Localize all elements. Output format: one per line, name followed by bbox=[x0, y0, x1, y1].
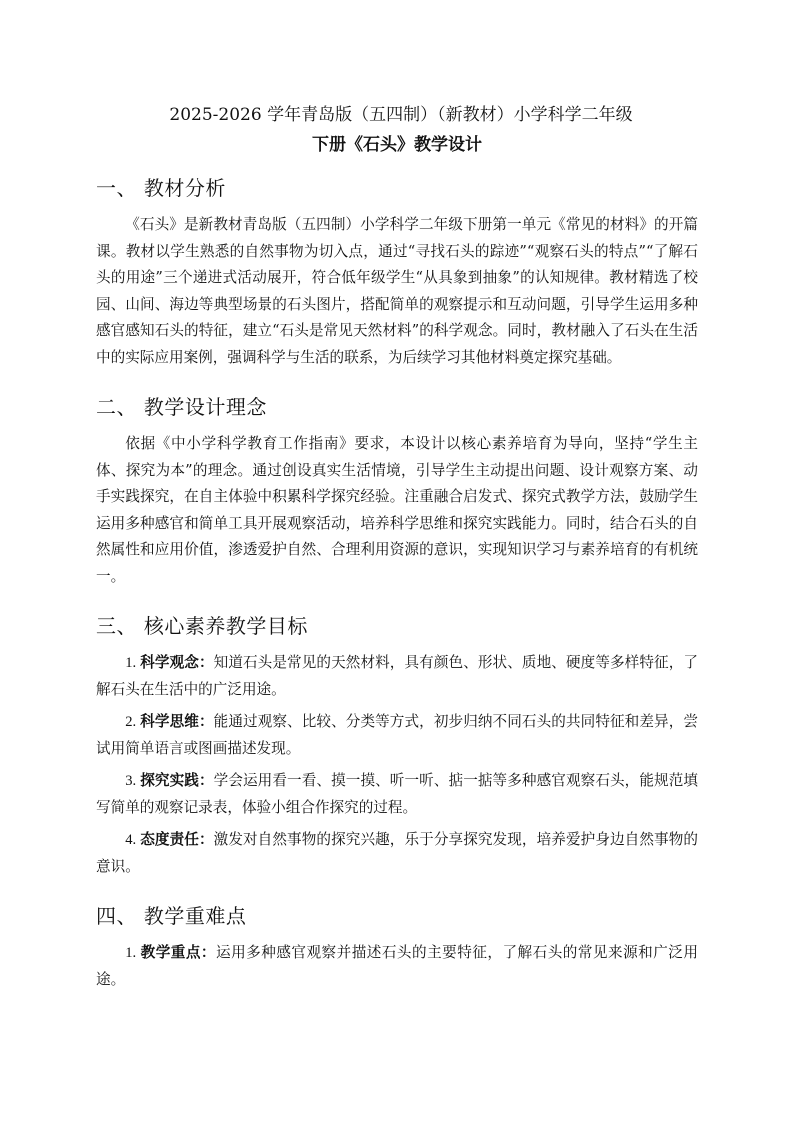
key-point-number: 1. bbox=[125, 945, 137, 961]
section-paragraph: 《石头》是新教材青岛版（五四制）小学科学二年级下册第一单元《常见的材料》的开篇课。教材以学生熟悉的自然事物为切入点，通过“寻找石头的踪迹”“观察石头的特点”“了解石头的用途”三个递进式活动展开，符合低年级学生“从具象到抽象”的认知规律。教材精选了校园、山间、海边等典型场景的石头图片，搭配简单的观察提示和互动问题，引导学生运用多种感官感知石头的特征，建立“石头是常见天然材料”的科学观念。同时，教材融入了石头在生活中的实际应用案例，强调科学与生活的联系，为后续学习其他材料奠定探究基础。 bbox=[96, 216, 698, 366]
goal-item bbox=[96, 827, 698, 880]
section-paragraph: 依据《中小学科学教育工作指南》要求，本设计以核心素养培育为导向，坚持“学生主体、探究为本”的理念。通过创设真实生活情境，引导学生主动提出问题、设计观察方案、动手实践探究，在自主体验中积累科学探究经验。注重融合启发式、探究式教学方法，鼓励学生运用多种感官和简单工具开展观察活动，培养科学思维和探究实践能力。同时，结合石头的自然属性和应用价值，渗透爱护自然、合理利用资源的意识，实现知识学习与素养培育的有机统一。 bbox=[96, 435, 698, 585]
goal-item-text: 能通过观察、比较、分类等方式，初步归纳不同石头的共同特征和差异，尝试用简单语言或图画描述发现。 bbox=[96, 713, 698, 757]
document-title-line-2: 下册《石头》教学设计 bbox=[312, 135, 482, 155]
key-point-label: 教学重点： bbox=[140, 944, 217, 961]
goal-item-label: 探究实践： bbox=[140, 772, 214, 789]
goal-item bbox=[96, 709, 698, 762]
goal-item-number: 2. bbox=[125, 714, 137, 730]
section-heading-design-concept: 二、 教学设计理念 bbox=[96, 395, 267, 419]
section-heading-core-goals: 三、 核心素养教学目标 bbox=[96, 614, 308, 638]
goal-item-label: 科学思维： bbox=[140, 713, 214, 730]
goal-item-number: 1. bbox=[125, 655, 137, 671]
goal-item-number: 3. bbox=[125, 773, 137, 789]
key-point-item bbox=[96, 940, 698, 993]
section-heading-textbook-analysis: 一、 教材分析 bbox=[96, 176, 226, 200]
goal-item-label: 科学观念： bbox=[140, 654, 214, 671]
goal-item-text: 激发对自然事物的探究兴趣，乐于分享探究发现，培养爱护身边自然事物的意识。 bbox=[96, 831, 698, 875]
section-heading-key-points: 四、 教学重难点 bbox=[96, 904, 247, 928]
goal-item-text: 知道石头是常见的天然材料，具有颜色、形状、质地、硬度等多样特征，了解石头在生活中的广泛用途。 bbox=[96, 654, 698, 698]
goal-item-number: 4. bbox=[125, 832, 137, 848]
goal-item-text: 学会运用看一看、摸一摸、听一听、掂一掂等多种感官观察石头，能规范填写简单的观察记录表，体验小组合作探究的过程。 bbox=[96, 772, 698, 816]
key-point-text: 运用多种感官观察并描述石头的主要特征，了解石头的常见来源和广泛用途。 bbox=[96, 944, 698, 988]
goal-item-label: 态度责任： bbox=[140, 831, 214, 848]
goal-item bbox=[96, 650, 698, 703]
goal-item bbox=[96, 768, 698, 821]
document-title-line-1: 2025-2026 学年青岛版（五四制）（新教材）小学科学二年级 bbox=[169, 105, 633, 125]
